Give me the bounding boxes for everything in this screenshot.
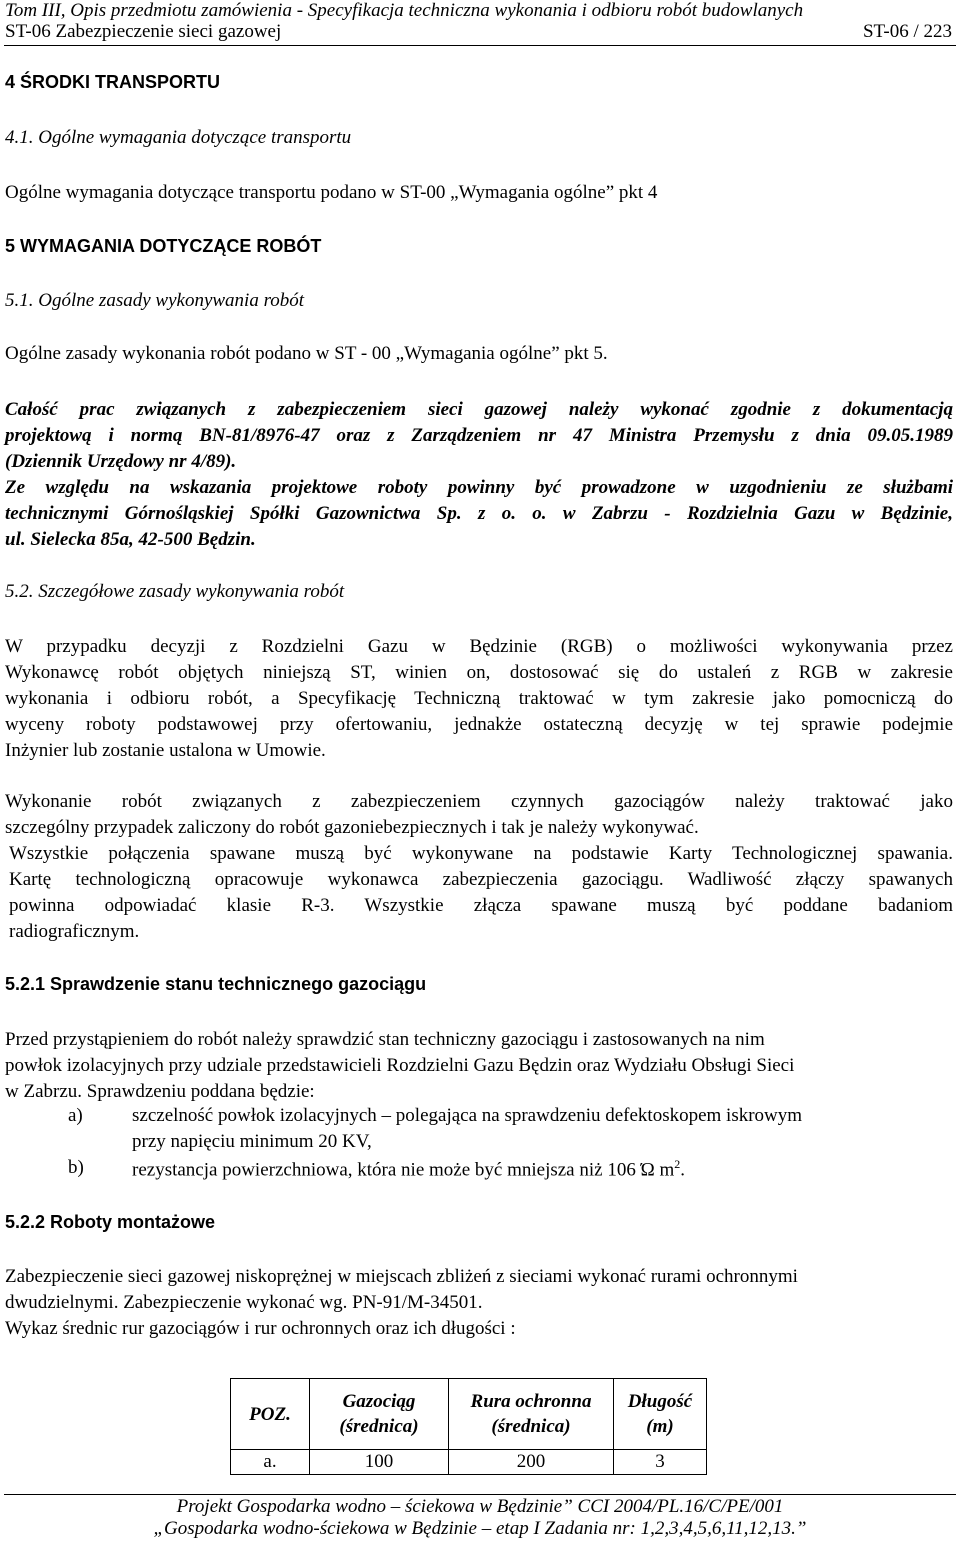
paragraph-line: ul. Sielecka 85a, 42-500 Będzin. bbox=[5, 529, 256, 550]
footer-project-line: Projekt Gospodarka wodno – ściekowa w Będzinie” CCI 2004/PL.16/C/PE/001 bbox=[176, 1496, 784, 1517]
table-header-row bbox=[231, 1379, 707, 1450]
paragraph-line: (Dziennik Urzędowy nr 4/89). bbox=[5, 451, 237, 472]
header-spec-name: ST-06 Zabezpieczenie sieci gazowej bbox=[5, 21, 282, 42]
section-5-2-2-heading: 5.2.2 Roboty montażowe bbox=[5, 1212, 216, 1232]
paragraph-bold-italic-1 bbox=[5, 397, 953, 553]
list-item-text: szczelność powłok izolacyjnych – polegająca na sprawdzeniu defektoskopem iskrowym bbox=[132, 1105, 803, 1126]
table-cell: 200 bbox=[449, 1450, 614, 1475]
paragraph-line: Wszystkie połączenia spawane muszą być wykonywane na podstawie Karty Technologicznej spawania. bbox=[9, 843, 953, 864]
paragraph-line: Kartę technologiczną opracowuje wykonawca zabezpieczenia gazociągu. Wadliwość złączy spawanych bbox=[9, 869, 953, 890]
paragraph-line: Wykonawcę robót objętych niniejszą ST, winien on, dostosować się do ustaleń z RGB w zakresie bbox=[5, 662, 953, 683]
list-item-text: przy napięciu minimum 20 KV, bbox=[132, 1131, 372, 1152]
paragraph-5-2-2-text bbox=[5, 1264, 953, 1342]
paragraph-line: powłok izolacyjnych przy udziale przedstawicieli Rozdzielni Gazu Będzin oraz Wydziału Obsługi Sieci bbox=[5, 1055, 795, 1076]
paragraph-line: szczególny przypadek zaliczony do robót gazoniebezpiecznych i tak je należy wykonywać. bbox=[5, 817, 699, 838]
header-text: (średnica) bbox=[339, 1416, 419, 1437]
table-cell: 100 bbox=[310, 1450, 449, 1475]
header-title: Tom III, Opis przedmiotu zamówienia - Specyfikacja techniczna wykonania i odbioru robót budowlanych bbox=[5, 0, 804, 21]
superscript: 2 bbox=[674, 1157, 681, 1171]
paragraph-5-2-3 bbox=[9, 841, 953, 945]
pipe-diameters-table bbox=[230, 1378, 707, 1475]
section-5-heading: 5 WYMAGANIA DOTYCZĄCE ROBÓT bbox=[5, 236, 322, 256]
paragraph-line: Całość prac związanych z zabezpieczeniem sieci gazowej należy wykonać zgodnie z dokumentacją bbox=[5, 399, 953, 420]
table-header-cell bbox=[231, 1379, 310, 1450]
paragraph-line: Inżynier lub zostanie ustalona w Umowie. bbox=[5, 740, 326, 761]
list-item-text bbox=[132, 1157, 685, 1181]
header-text: (średnica) bbox=[491, 1416, 571, 1437]
paragraph-line: wyceny roboty podstawowej przy ofertowaniu, jednakże ostateczną decyzję w tej sprawie podejmie bbox=[5, 714, 953, 735]
table-cell: 3 bbox=[614, 1450, 707, 1475]
header-text: POZ. bbox=[249, 1403, 291, 1425]
paragraph-line: Przed przystąpieniem do robót należy sprawdzić stan techniczny gazociągu i zastosowanych na nim bbox=[5, 1029, 765, 1050]
footer-divider bbox=[4, 1494, 956, 1495]
table-header-cell bbox=[449, 1379, 614, 1450]
section-5-2-heading: 5.2. Szczegółowe zasady wykonywania robót bbox=[5, 581, 345, 602]
header-text: Gazociąg bbox=[342, 1391, 416, 1412]
header-page-number: ST-06 / 223 bbox=[862, 21, 952, 42]
section-4-1-heading: 4.1. Ogólne wymagania dotyczące transportu bbox=[5, 127, 352, 148]
table-header-cell bbox=[310, 1379, 449, 1450]
table-header-cell bbox=[614, 1379, 707, 1450]
section-4-1-text: Ogólne wymagania dotyczące transportu podano w ST-00 „Wymagania ogólne” pkt 4 bbox=[5, 182, 658, 203]
paragraph-line: powinna odpowiadać klasie R-3. Wszystkie złącza spawane muszą być poddane badaniom bbox=[9, 895, 953, 916]
section-5-1-heading: 5.1. Ogólne zasady wykonywania robót bbox=[5, 290, 305, 311]
list-item-text-main: rezystancja powierzchniowa, która nie może być mniejsza niż 106 Ώ m bbox=[132, 1159, 675, 1181]
paragraph-line: Wykonanie robót związanych z zabezpieczeniem czynnych gazociągów należy traktować jako bbox=[5, 791, 953, 812]
paragraph-line: Zabezpieczenie sieci gazowej niskoprężnej w miejscach zbliżeń z sieciami wykonać rurami ochronnymi bbox=[5, 1266, 798, 1287]
paragraph-5-2-2 bbox=[5, 789, 953, 841]
paragraph-line: Wykaz średnic rur gazociągów i rur ochronnych oraz ich długości : bbox=[5, 1318, 516, 1339]
section-4-heading: 4 ŚRODKI TRANSPORTU bbox=[5, 72, 221, 92]
paragraph-line: dwudzielnymi. Zabezpieczenie wykonać wg. PN-91/M-34501. bbox=[5, 1292, 483, 1313]
header-text: Rura ochronna bbox=[470, 1391, 592, 1412]
header-text: (m) bbox=[646, 1416, 674, 1437]
list-item-tail: . bbox=[680, 1159, 685, 1181]
paragraph-line: W przypadku decyzji z Rozdzielni Gazu w Będzinie (RGB) o możliwości wykonywania przez bbox=[5, 636, 953, 657]
list-item-label: b) bbox=[68, 1157, 84, 1178]
paragraph-line: technicznymi Górnośląskiej Spółki Gazownictwa Sp. z o. o. w Zabrzu - Rozdzielnia Gazu w Będzinie, bbox=[5, 503, 953, 524]
header-text: Długość bbox=[627, 1391, 693, 1412]
paragraph-line: w Zabrzu. Sprawdzeniu poddana będzie: bbox=[5, 1081, 315, 1102]
paragraph-line: radiograficznym. bbox=[9, 921, 140, 942]
paragraph-line: projektową i normą BN-81/8976-47 oraz z Zarządzeniem nr 47 Ministra Przemysłu z dnia 09.05.1989 bbox=[5, 425, 953, 446]
footer-task-line: „Gospodarka wodno-ściekowa w Będzinie – etap I Zadania nr: 1,2,3,4,5,6,11,12,13.” bbox=[153, 1518, 807, 1539]
paragraph-line: wykonania i odbioru robót, a Specyfikację Techniczną traktować w tym zakresie jako pomocniczą do bbox=[5, 688, 953, 709]
paragraph-5-2-1 bbox=[5, 634, 953, 764]
paragraph-line: Ze względu na wskazania projektowe roboty powinny być prowadzone w uzgodnieniu ze służbami bbox=[5, 477, 953, 498]
paragraph-5-2-1-text bbox=[5, 1027, 953, 1105]
section-5-2-1-heading: 5.2.1 Sprawdzenie stanu technicznego gazociągu bbox=[5, 974, 427, 994]
table-cell: a. bbox=[231, 1450, 310, 1475]
list-item-label: a) bbox=[68, 1105, 83, 1126]
header-divider bbox=[4, 45, 956, 46]
section-5-1-text: Ogólne zasady wykonania robót podano w ST - 00 „Wymagania ogólne” pkt 5. bbox=[5, 343, 608, 364]
table-row bbox=[231, 1450, 707, 1475]
